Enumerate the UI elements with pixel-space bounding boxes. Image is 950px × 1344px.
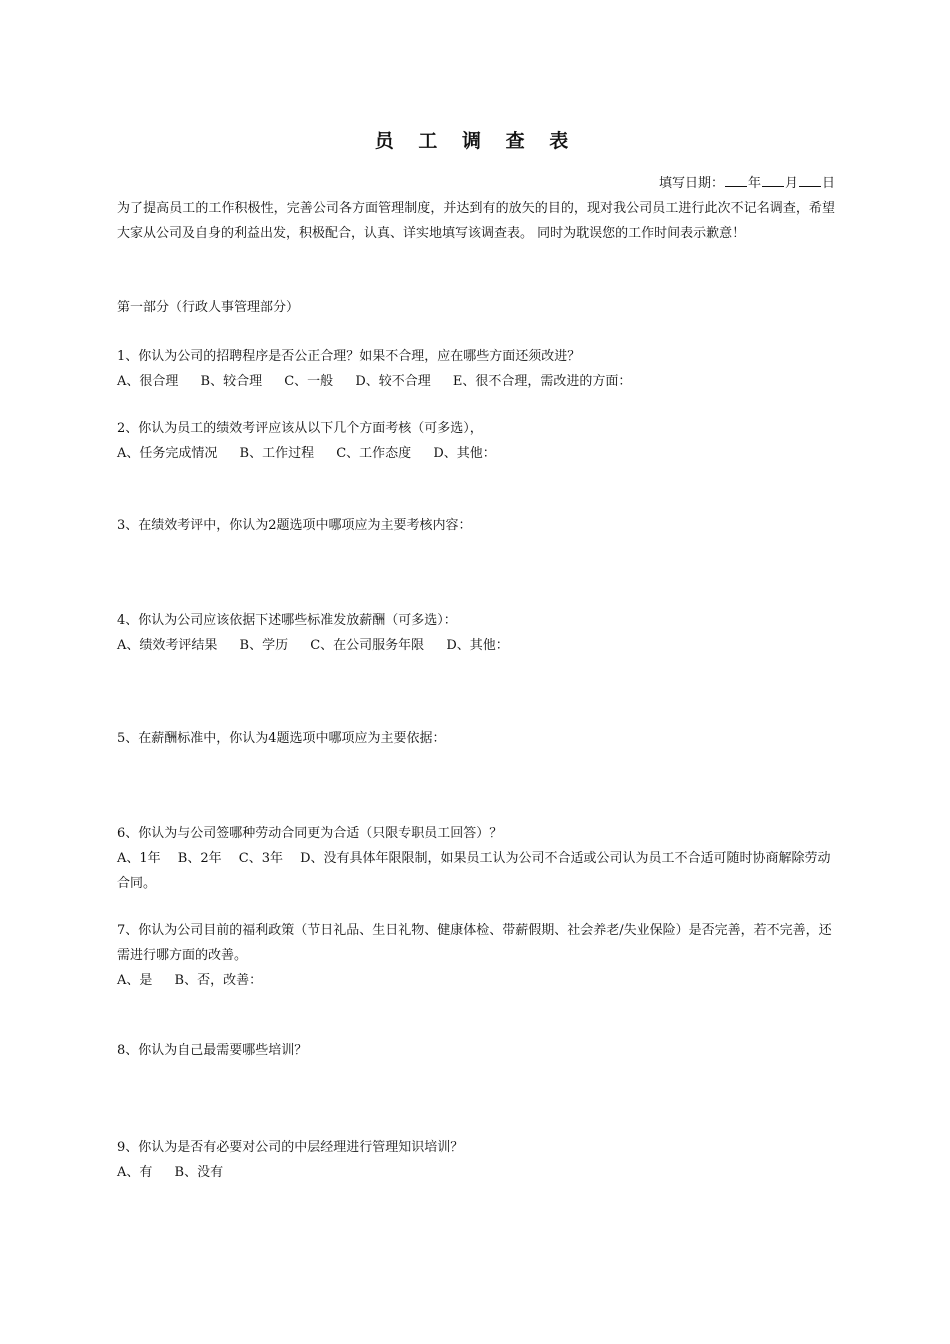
question-text: 9、你认为是否有必要对公司的中层经理进行管理知识培训？ bbox=[117, 1140, 464, 1155]
question-4 bbox=[117, 608, 835, 658]
question-1 bbox=[117, 344, 835, 394]
option[interactable]: B、工作过程 bbox=[239, 446, 315, 461]
year-label: 年 bbox=[747, 176, 761, 191]
options-row bbox=[117, 1160, 835, 1185]
option[interactable]: B、学历 bbox=[239, 638, 289, 653]
options-text: A、1年 B、2年 C、3年 D、没有具体年限限制，如果员工认为公司不合适或公司认为员工不合适可随时协商解除劳动合同。 bbox=[117, 851, 831, 891]
option[interactable]: A、很合理 bbox=[117, 374, 179, 389]
options-row bbox=[117, 441, 835, 466]
options-row bbox=[117, 369, 835, 394]
option[interactable]: C、在公司服务年限 bbox=[310, 638, 425, 653]
question-text: 6、你认为与公司签哪种劳动合同更为合适（只限专职员工回答）？ bbox=[117, 826, 503, 841]
fill-date-label: 填写日期： bbox=[658, 176, 724, 191]
question-text: 5、在薪酬标准中，你认为4题选项中哪项应为主要依据： bbox=[117, 731, 446, 746]
question-text: 4、你认为公司应该依据下述哪些标准发放薪酬（可多选）： bbox=[117, 613, 457, 628]
question-2 bbox=[117, 416, 835, 466]
section-heading bbox=[117, 295, 835, 320]
day-blank[interactable] bbox=[799, 174, 821, 187]
option[interactable]: D、其他： bbox=[446, 638, 509, 653]
fill-date-line bbox=[659, 172, 835, 191]
option[interactable]: C、一般 bbox=[284, 374, 334, 389]
section-title: 第一部分（行政人事管理部分） bbox=[117, 300, 300, 315]
option[interactable]: A、任务完成情况 bbox=[117, 446, 218, 461]
month-label: 月 bbox=[784, 176, 798, 191]
question-text: 3、在绩效考评中，你认为2题选项中哪项应为主要考核内容： bbox=[117, 518, 472, 533]
question-3 bbox=[117, 513, 835, 538]
month-blank[interactable] bbox=[762, 174, 784, 187]
options-row bbox=[117, 968, 835, 993]
option[interactable]: A、是 bbox=[117, 973, 153, 988]
question-8 bbox=[117, 1038, 835, 1063]
question-6 bbox=[117, 821, 835, 896]
question-7 bbox=[117, 918, 835, 993]
page-title: 员 工 调 查 表 bbox=[374, 130, 578, 152]
question-9 bbox=[117, 1135, 835, 1185]
option[interactable]: D、其他： bbox=[433, 446, 496, 461]
option[interactable]: C、工作态度 bbox=[336, 446, 412, 461]
option[interactable]: B、没有 bbox=[174, 1165, 224, 1180]
question-text: 2、你认为员工的绩效考评应该从以下几个方面考核（可多选）， bbox=[117, 421, 483, 436]
option[interactable]: D、较不合理 bbox=[355, 374, 431, 389]
option[interactable]: B、较合理 bbox=[200, 374, 263, 389]
intro-paragraph: 为了提高员工的工作积极性，完善公司各方面管理制度，并达到有的放矢的目的，现对我公司员工进行此次不记名调查，希望大家从公司及自身的利益出发，积极配合，认真、详实地填写该调查表。 同时为耽误您的工作时间表示歉意！ bbox=[117, 201, 835, 241]
options-row bbox=[117, 633, 835, 658]
year-blank[interactable] bbox=[725, 174, 747, 187]
option[interactable]: B、否，改善： bbox=[174, 973, 263, 988]
option[interactable]: A、有 bbox=[117, 1165, 153, 1180]
option[interactable]: E、很不合理，需改进的方面： bbox=[452, 374, 632, 389]
question-text: 1、你认为公司的招聘程序是否公正合理？如果不合理，应在哪些方面还须改进？ bbox=[117, 349, 581, 364]
day-label: 日 bbox=[821, 176, 835, 191]
question-5 bbox=[117, 726, 835, 751]
question-text: 8、你认为自己最需要哪些培训？ bbox=[117, 1043, 308, 1058]
question-text: 7、你认为公司目前的福利政策（节日礼品、生日礼物、健康体检、带薪假期、社会养老/失业保险）是否完善，若不完善，还需进行哪方面的改善。 bbox=[117, 923, 832, 963]
option[interactable]: A、绩效考评结果 bbox=[117, 638, 218, 653]
